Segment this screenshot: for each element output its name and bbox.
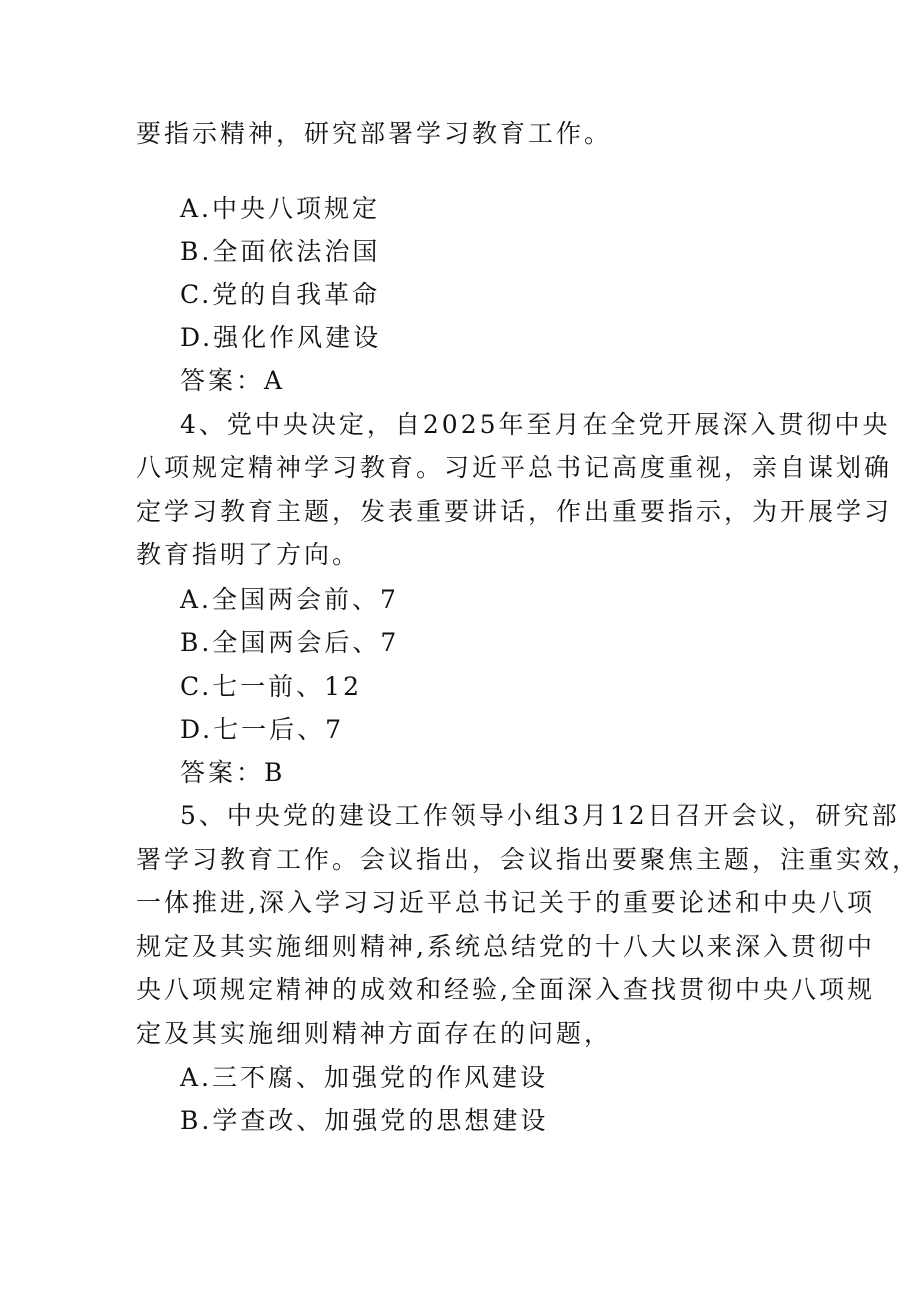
q4-option-c: C.七一前、12 <box>180 672 362 701</box>
q4-stem-line-2: 八项规定精神学习教育。习近平总书记高度重视，亲自谋划确 <box>136 453 893 482</box>
q3-option-b: B.全面依法治国 <box>180 237 381 266</box>
q3-answer: 答案：A <box>180 366 286 395</box>
q4-answer: 答案：B <box>180 758 286 787</box>
intro-tail-line: 要指示精神，研究部署学习教育工作。 <box>136 119 613 148</box>
q5-option-a: A.三不腐、加强党的作风建设 <box>180 1063 549 1092</box>
q4-stem-line-1: 4、党中央决定，自2025年至月在全党开展深入贯彻中央 <box>180 410 891 439</box>
q4-option-d: D.七一后、7 <box>180 715 345 744</box>
q5-stem-line-5: 央八项规定精神的成效和经验,全面深入查找贯彻中央八项规 <box>136 975 875 1004</box>
q5-stem-line-4: 规定及其实施细则精神,系统总结党的十八大以来深入贯彻中 <box>136 932 875 961</box>
q5-stem-line-6: 定及其实施细则精神方面存在的问题， <box>136 1019 613 1048</box>
q4-stem-line-4: 教育指明了方向。 <box>136 540 361 569</box>
q5-stem-line-3: 一体推进,深入学习习近平总书记关于的重要论述和中央八项 <box>136 888 875 917</box>
q5-stem-line-1: 5、中央党的建设工作领导小组3月12日召开会议，研究部 <box>180 801 900 830</box>
q3-option-d: D.强化作风建设 <box>180 323 382 352</box>
q5-stem-line-2: 署学习教育工作。会议指出，会议指出要聚焦主题，注重实效， <box>136 845 920 874</box>
q4-option-a: A.全国两会前、7 <box>180 585 399 614</box>
q4-stem-line-3: 定学习教育主题，发表重要讲话，作出重要指示，为开展学习 <box>136 497 893 526</box>
q4-option-b: B.全国两会后、7 <box>180 628 400 657</box>
q3-option-a: A.中央八项规定 <box>180 194 381 223</box>
q3-option-c: C.党的自我革命 <box>180 280 381 309</box>
q5-option-b: B.学查改、加强党的思想建设 <box>180 1106 549 1135</box>
